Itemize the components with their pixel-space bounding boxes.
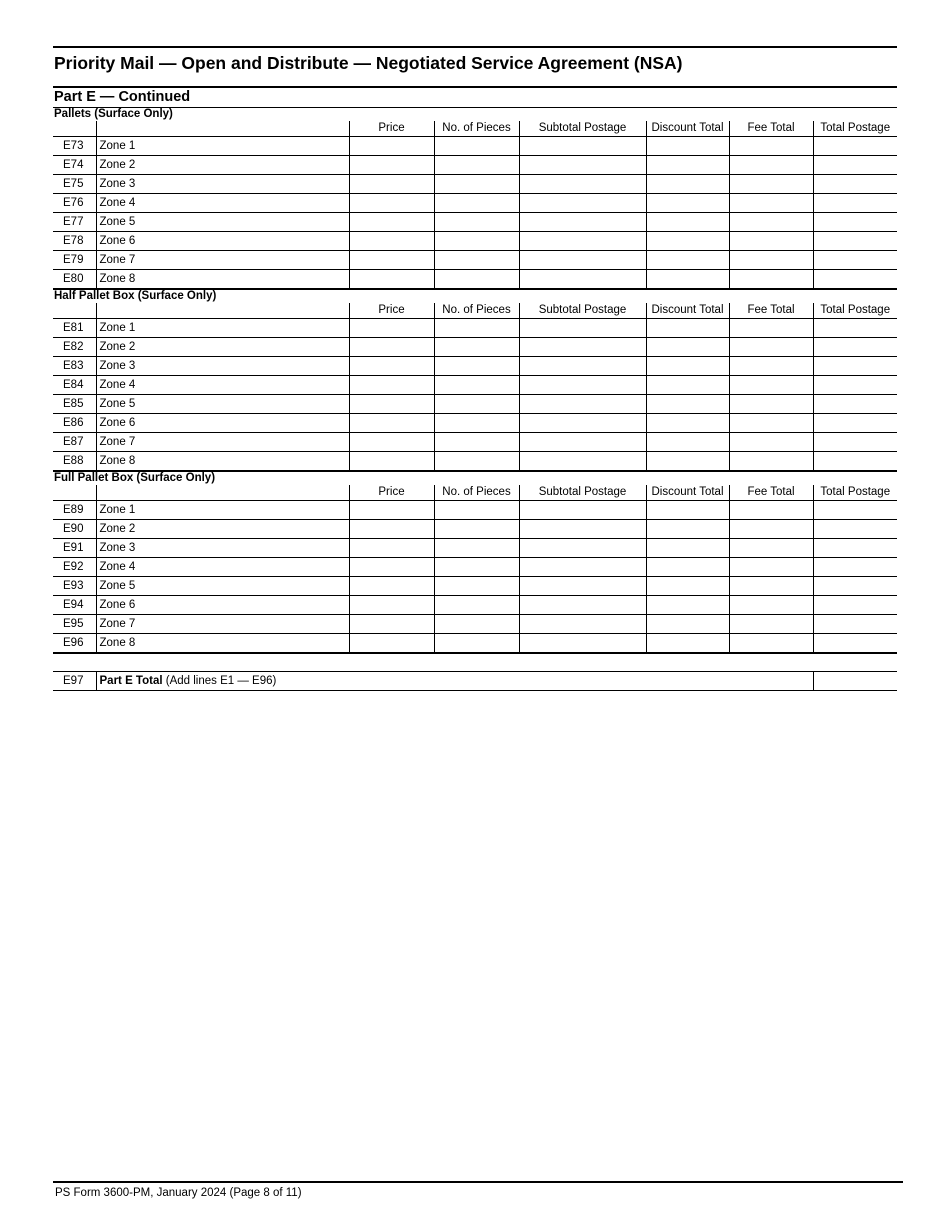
fee-total-input[interactable] [729, 577, 813, 596]
price-input[interactable] [349, 137, 434, 156]
fee-total-input[interactable] [729, 615, 813, 634]
subtotal-postage-input[interactable] [519, 520, 646, 539]
column-header-subtotal-postage: Subtotal Postage [519, 485, 646, 501]
subtotal-postage-input[interactable] [519, 232, 646, 251]
subtotal-postage-input[interactable] [519, 156, 646, 175]
line-code: E79 [53, 251, 96, 270]
line-label: Zone 3 [96, 175, 349, 194]
discount-total-input[interactable] [646, 194, 729, 213]
line-code: E95 [53, 615, 96, 634]
line-label: Zone 2 [96, 520, 349, 539]
price-input[interactable] [349, 175, 434, 194]
section-title: Full Pallet Box (Surface Only) [54, 472, 216, 484]
pieces-input[interactable] [434, 251, 519, 270]
table-row [53, 156, 897, 175]
line-code: E77 [53, 213, 96, 232]
discount-total-input[interactable] [646, 577, 729, 596]
line-code: E93 [53, 577, 96, 596]
pieces-input[interactable] [434, 452, 519, 472]
line-code: E88 [53, 452, 96, 472]
price-input[interactable] [349, 194, 434, 213]
fee-total-input[interactable] [729, 395, 813, 414]
subtotal-postage-input[interactable] [519, 213, 646, 232]
column-header-fee-total: Fee Total [729, 485, 813, 501]
pieces-input[interactable] [434, 270, 519, 290]
section-table [53, 303, 897, 472]
total-postage-input[interactable] [813, 319, 897, 338]
column-header-fee-total: Fee Total [729, 303, 813, 319]
pieces-input[interactable] [434, 137, 519, 156]
total-row [53, 672, 897, 691]
line-code: E85 [53, 395, 96, 414]
fee-total-input[interactable] [729, 251, 813, 270]
line-label: Zone 8 [96, 634, 349, 654]
line-code: E91 [53, 539, 96, 558]
fee-total-input[interactable] [729, 452, 813, 472]
discount-total-input[interactable] [646, 520, 729, 539]
column-header-total-postage: Total Postage [813, 485, 897, 501]
pieces-input[interactable] [434, 577, 519, 596]
discount-total-input[interactable] [646, 357, 729, 376]
total-postage-input[interactable] [813, 433, 897, 452]
table-row [53, 251, 897, 270]
discount-total-input[interactable] [646, 433, 729, 452]
header-blank [53, 485, 96, 501]
price-input[interactable] [349, 376, 434, 395]
line-code: E81 [53, 319, 96, 338]
discount-total-input[interactable] [646, 232, 729, 251]
header-blank [96, 121, 349, 137]
header-blank [96, 485, 349, 501]
total-postage-input[interactable] [813, 634, 897, 654]
total-table [53, 671, 897, 691]
pieces-input[interactable] [434, 213, 519, 232]
pieces-input[interactable] [434, 357, 519, 376]
total-row-label-note: (Add lines E1 — E96) [162, 675, 277, 687]
total-postage-input[interactable] [813, 357, 897, 376]
fee-total-input[interactable] [729, 194, 813, 213]
discount-total-input[interactable] [646, 175, 729, 194]
table-row [53, 395, 897, 414]
line-label: Zone 1 [96, 137, 349, 156]
section-table [53, 121, 897, 290]
line-code: E80 [53, 270, 96, 290]
subtotal-postage-input[interactable] [519, 501, 646, 520]
total-postage-input[interactable] [813, 501, 897, 520]
column-header-discount-total: Discount Total [646, 121, 729, 137]
table-row [53, 520, 897, 539]
column-header-discount-total: Discount Total [646, 303, 729, 319]
line-code: E75 [53, 175, 96, 194]
table-row [53, 433, 897, 452]
pieces-input[interactable] [434, 634, 519, 654]
total-postage-input[interactable] [813, 672, 897, 691]
fee-total-input[interactable] [729, 539, 813, 558]
subtotal-postage-input[interactable] [519, 433, 646, 452]
total-postage-input[interactable] [813, 615, 897, 634]
table-row [53, 376, 897, 395]
table-row [53, 338, 897, 357]
fee-total-input[interactable] [729, 319, 813, 338]
price-input[interactable] [349, 213, 434, 232]
discount-total-input[interactable] [646, 270, 729, 290]
table-row [53, 596, 897, 615]
column-header-price: Price [349, 303, 434, 319]
line-code: E82 [53, 338, 96, 357]
subtotal-postage-input[interactable] [519, 251, 646, 270]
fee-total-input[interactable] [729, 213, 813, 232]
table-row [53, 232, 897, 251]
fee-total-input[interactable] [729, 634, 813, 654]
total-row-label-bold: Part E Total [99, 675, 163, 687]
table-row [53, 452, 897, 472]
fee-total-input[interactable] [729, 558, 813, 577]
table-row [53, 577, 897, 596]
total-row-code: E97 [53, 672, 96, 691]
subtotal-postage-input[interactable] [519, 137, 646, 156]
fee-total-input[interactable] [729, 175, 813, 194]
subtotal-postage-input[interactable] [519, 452, 646, 472]
part-title: Part E — Continued [54, 89, 191, 105]
pieces-input[interactable] [434, 156, 519, 175]
price-input[interactable] [349, 615, 434, 634]
line-code: E87 [53, 433, 96, 452]
table-row [53, 615, 897, 634]
total-postage-input[interactable] [813, 175, 897, 194]
line-label: Zone 4 [96, 376, 349, 395]
line-label: Zone 6 [96, 232, 349, 251]
subtotal-postage-input[interactable] [519, 634, 646, 654]
price-input[interactable] [349, 414, 434, 433]
subtotal-postage-input[interactable] [519, 558, 646, 577]
price-input[interactable] [349, 452, 434, 472]
column-header-subtotal-postage: Subtotal Postage [519, 303, 646, 319]
column-header-pieces: No. of Pieces [434, 303, 519, 319]
column-header-total-postage: Total Postage [813, 121, 897, 137]
price-input[interactable] [349, 251, 434, 270]
line-label: Zone 3 [96, 357, 349, 376]
line-code: E83 [53, 357, 96, 376]
total-postage-input[interactable] [813, 577, 897, 596]
table-row [53, 137, 897, 156]
discount-total-input[interactable] [646, 376, 729, 395]
line-code: E78 [53, 232, 96, 251]
pieces-input[interactable] [434, 539, 519, 558]
pieces-input[interactable] [434, 338, 519, 357]
line-label: Zone 5 [96, 395, 349, 414]
price-input[interactable] [349, 577, 434, 596]
table-row [53, 501, 897, 520]
footer-text: PS Form 3600-PM, January 2024 (Page 8 of 11) [55, 1187, 302, 1199]
line-code: E84 [53, 376, 96, 395]
price-input[interactable] [349, 395, 434, 414]
discount-total-input[interactable] [646, 596, 729, 615]
line-label: Zone 8 [96, 452, 349, 472]
total-postage-input[interactable] [813, 270, 897, 290]
section-title: Pallets (Surface Only) [54, 108, 173, 120]
total-postage-input[interactable] [813, 395, 897, 414]
total-postage-input[interactable] [813, 414, 897, 433]
line-label: Zone 7 [96, 433, 349, 452]
line-label: Zone 8 [96, 270, 349, 290]
footer-rule [53, 1181, 903, 1183]
pieces-input[interactable] [434, 395, 519, 414]
table-row [53, 539, 897, 558]
subtotal-postage-input[interactable] [519, 414, 646, 433]
line-label: Zone 6 [96, 596, 349, 615]
total-postage-input[interactable] [813, 213, 897, 232]
table-row [53, 175, 897, 194]
line-label: Zone 2 [96, 156, 349, 175]
discount-total-input[interactable] [646, 615, 729, 634]
line-label: Zone 6 [96, 414, 349, 433]
discount-total-input[interactable] [646, 213, 729, 232]
pieces-input[interactable] [434, 319, 519, 338]
subtotal-postage-input[interactable] [519, 615, 646, 634]
column-header-price: Price [349, 121, 434, 137]
fee-total-input[interactable] [729, 156, 813, 175]
line-code: E73 [53, 137, 96, 156]
line-code: E76 [53, 194, 96, 213]
line-code: E90 [53, 520, 96, 539]
column-header-pieces: No. of Pieces [434, 485, 519, 501]
price-input[interactable] [349, 634, 434, 654]
column-header-row [53, 303, 897, 319]
price-input[interactable] [349, 433, 434, 452]
total-postage-input[interactable] [813, 251, 897, 270]
price-input[interactable] [349, 539, 434, 558]
table-row [53, 558, 897, 577]
pieces-input[interactable] [434, 175, 519, 194]
pieces-input[interactable] [434, 232, 519, 251]
line-label: Zone 7 [96, 615, 349, 634]
total-postage-input[interactable] [813, 137, 897, 156]
spacer [53, 654, 897, 671]
price-input[interactable] [349, 319, 434, 338]
price-input[interactable] [349, 558, 434, 577]
subtotal-postage-input[interactable] [519, 175, 646, 194]
line-label: Zone 5 [96, 577, 349, 596]
table-row [53, 270, 897, 290]
column-header-row [53, 485, 897, 501]
fee-total-input[interactable] [729, 376, 813, 395]
fee-total-input[interactable] [729, 137, 813, 156]
pieces-input[interactable] [434, 501, 519, 520]
subtotal-postage-input[interactable] [519, 319, 646, 338]
header-blank [53, 121, 96, 137]
column-header-fee-total: Fee Total [729, 121, 813, 137]
column-header-total-postage: Total Postage [813, 303, 897, 319]
table-row [53, 319, 897, 338]
subtotal-postage-input[interactable] [519, 376, 646, 395]
line-label: Zone 1 [96, 501, 349, 520]
subtotal-postage-input[interactable] [519, 338, 646, 357]
price-input[interactable] [349, 596, 434, 615]
total-postage-input[interactable] [813, 452, 897, 472]
line-label: Zone 4 [96, 558, 349, 577]
table-row [53, 213, 897, 232]
pieces-input[interactable] [434, 596, 519, 615]
fee-total-input[interactable] [729, 596, 813, 615]
line-code: E94 [53, 596, 96, 615]
line-code: E74 [53, 156, 96, 175]
discount-total-input[interactable] [646, 634, 729, 654]
discount-total-input[interactable] [646, 251, 729, 270]
fee-total-input[interactable] [729, 338, 813, 357]
column-header-pieces: No. of Pieces [434, 121, 519, 137]
line-label: Zone 5 [96, 213, 349, 232]
pieces-input[interactable] [434, 376, 519, 395]
sections-container [53, 108, 897, 654]
total-postage-input[interactable] [813, 338, 897, 357]
total-postage-input[interactable] [813, 156, 897, 175]
discount-total-input[interactable] [646, 558, 729, 577]
pieces-input[interactable] [434, 414, 519, 433]
price-input[interactable] [349, 501, 434, 520]
price-input[interactable] [349, 338, 434, 357]
line-label: Zone 4 [96, 194, 349, 213]
subtotal-postage-input[interactable] [519, 194, 646, 213]
price-input[interactable] [349, 232, 434, 251]
subtotal-postage-input[interactable] [519, 577, 646, 596]
fee-total-input[interactable] [729, 501, 813, 520]
table-row [53, 414, 897, 433]
total-postage-input[interactable] [813, 558, 897, 577]
price-input[interactable] [349, 520, 434, 539]
price-input[interactable] [349, 357, 434, 376]
subtotal-postage-input[interactable] [519, 596, 646, 615]
discount-total-input[interactable] [646, 319, 729, 338]
line-code: E92 [53, 558, 96, 577]
total-postage-input[interactable] [813, 232, 897, 251]
discount-total-input[interactable] [646, 414, 729, 433]
discount-total-input[interactable] [646, 338, 729, 357]
subtotal-postage-input[interactable] [519, 270, 646, 290]
discount-total-input[interactable] [646, 137, 729, 156]
header-blank [96, 303, 349, 319]
pieces-input[interactable] [434, 194, 519, 213]
discount-total-input[interactable] [646, 395, 729, 414]
column-header-discount-total: Discount Total [646, 485, 729, 501]
line-label: Zone 7 [96, 251, 349, 270]
subtotal-postage-input[interactable] [519, 357, 646, 376]
fee-total-input[interactable] [729, 357, 813, 376]
column-header-row [53, 121, 897, 137]
total-row-label [96, 672, 813, 691]
total-postage-input[interactable] [813, 520, 897, 539]
line-code: E96 [53, 634, 96, 654]
form-title: Priority Mail — Open and Distribute — Negotiated Service Agreement (NSA) [54, 53, 683, 73]
discount-total-input[interactable] [646, 452, 729, 472]
total-postage-input[interactable] [813, 194, 897, 213]
discount-total-input[interactable] [646, 539, 729, 558]
header-blank [53, 303, 96, 319]
table-row [53, 194, 897, 213]
pieces-input[interactable] [434, 615, 519, 634]
column-header-price: Price [349, 485, 434, 501]
line-label: Zone 1 [96, 319, 349, 338]
fee-total-input[interactable] [729, 414, 813, 433]
column-header-subtotal-postage: Subtotal Postage [519, 121, 646, 137]
fee-total-input[interactable] [729, 270, 813, 290]
line-label: Zone 3 [96, 539, 349, 558]
fee-total-input[interactable] [729, 433, 813, 452]
total-postage-input[interactable] [813, 596, 897, 615]
discount-total-input[interactable] [646, 501, 729, 520]
table-row [53, 357, 897, 376]
price-input[interactable] [349, 270, 434, 290]
price-input[interactable] [349, 156, 434, 175]
pieces-input[interactable] [434, 558, 519, 577]
fee-total-input[interactable] [729, 520, 813, 539]
pieces-input[interactable] [434, 520, 519, 539]
section-title: Half Pallet Box (Surface Only) [54, 290, 217, 302]
line-code: E89 [53, 501, 96, 520]
pieces-input[interactable] [434, 433, 519, 452]
discount-total-input[interactable] [646, 156, 729, 175]
form-page [53, 46, 897, 691]
total-postage-input[interactable] [813, 539, 897, 558]
fee-total-input[interactable] [729, 232, 813, 251]
line-code: E86 [53, 414, 96, 433]
subtotal-postage-input[interactable] [519, 539, 646, 558]
line-label: Zone 2 [96, 338, 349, 357]
total-postage-input[interactable] [813, 376, 897, 395]
table-row [53, 634, 897, 654]
subtotal-postage-input[interactable] [519, 395, 646, 414]
section-table [53, 485, 897, 654]
